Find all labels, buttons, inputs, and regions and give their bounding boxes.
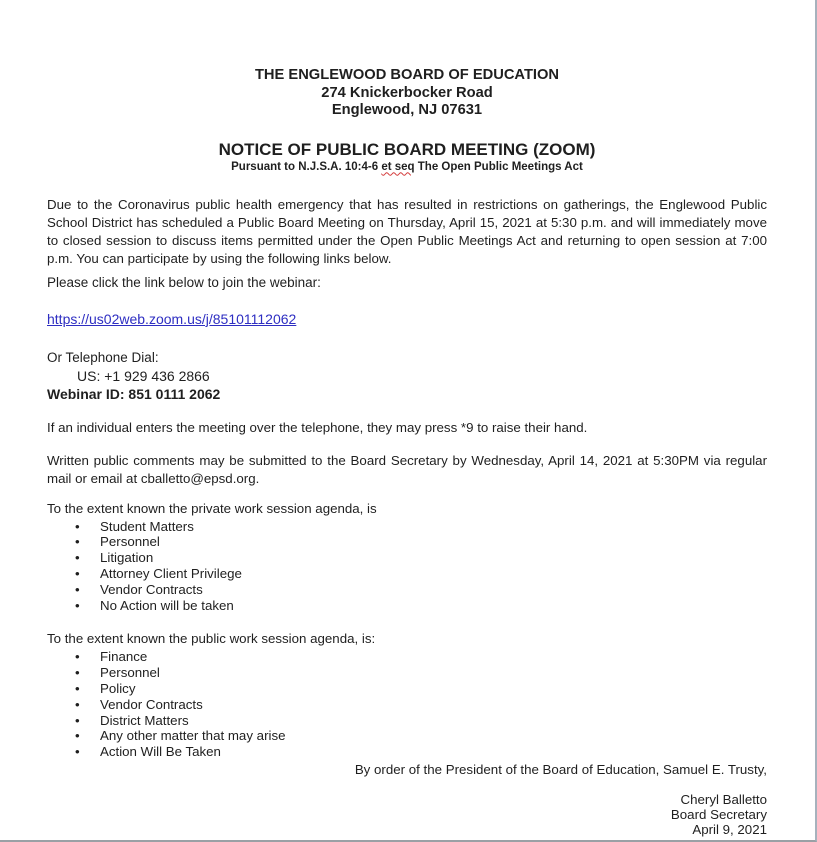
signature-name: Cheryl Balletto bbox=[680, 792, 767, 808]
agenda-item: • Finance bbox=[47, 649, 767, 665]
private-agenda-list bbox=[47, 519, 767, 614]
subtitle-suffix: The Open Public Meetings Act bbox=[414, 160, 583, 173]
notice-subtitle bbox=[47, 160, 767, 174]
signature-block bbox=[47, 792, 767, 837]
public-agenda-list bbox=[47, 649, 767, 760]
private-agenda-heading: To the extent known the private work session agenda, is bbox=[47, 500, 377, 516]
signature-date: April 9, 2021 bbox=[692, 822, 767, 838]
subtitle-prefix: Pursuant to N.J.S.A. 10:4-6 bbox=[231, 160, 382, 173]
agenda-item: • No Action will be taken bbox=[47, 598, 767, 614]
signature-role: Board Secretary bbox=[670, 807, 767, 823]
webinar-prompt: Please click the link below to join the webinar: bbox=[47, 274, 321, 290]
agenda-item: • Litigation bbox=[47, 550, 767, 566]
agenda-item: • Student Matters bbox=[47, 519, 767, 535]
webinar-id: Webinar ID: 851 0111 2062 bbox=[47, 386, 221, 402]
organization-name: THE ENGLEWOOD BOARD OF EDUCATION bbox=[254, 67, 560, 83]
agenda-item: • Attorney Client Privilege bbox=[47, 566, 767, 582]
agenda-item: • Vendor Contracts bbox=[47, 582, 767, 598]
telephone-instruction: If an individual enters the meeting over the telephone, they may press *9 to raise their hand. bbox=[47, 419, 588, 435]
agenda-item: • Personnel bbox=[47, 534, 767, 550]
subtitle-spellcheck-flagged: et seq bbox=[381, 160, 415, 173]
address-line-1: 274 Knickerbocker Road bbox=[321, 84, 493, 101]
agenda-item: • District Matters bbox=[47, 713, 767, 729]
public-comments-paragraph: Written public comments may be submitted to the Board Secretary by Wednesday, April 14, 2021 at 5:30PM via regular mail or email at cballetto@epsd.org. bbox=[47, 452, 767, 486]
notice-title: NOTICE OF PUBLIC BOARD MEETING (ZOOM) bbox=[218, 139, 596, 159]
zoom-link-line bbox=[47, 311, 767, 328]
intro-paragraph: Due to the Coronavirus public health emergency that has resulted in restrictions on gatherings, the Englewood Public School District has scheduled a Public Board Meeting on Thursday, April 15, 2021 at 5:30 p.m. and will immediately move to closed session to discuss items permitted under the Open Public Meetings Act and returning to open session at 7:00 p.m. You can participate by using the following links below. bbox=[47, 196, 767, 266]
agenda-item: • Personnel bbox=[47, 665, 767, 681]
letterhead bbox=[47, 67, 767, 120]
agenda-item: • Policy bbox=[47, 681, 767, 697]
zoom-webinar-link[interactable]: https://us02web.zoom.us/j/85101112062 bbox=[47, 310, 297, 327]
public-agenda-heading: To the extent known the public work session agenda, is: bbox=[47, 630, 376, 646]
telephone-dial-label: Or Telephone Dial: bbox=[47, 349, 159, 365]
order-line: By order of the President of the Board of Education, Samuel E. Trusty, bbox=[354, 762, 767, 778]
agenda-item: • Any other matter that may arise bbox=[47, 728, 767, 744]
agenda-item: • Vendor Contracts bbox=[47, 697, 767, 713]
telephone-number: US: +1 929 436 2866 bbox=[77, 367, 210, 384]
agenda-item: • Action Will Be Taken bbox=[47, 744, 767, 760]
address-line-2: Englewood, NJ 07631 bbox=[331, 102, 483, 118]
